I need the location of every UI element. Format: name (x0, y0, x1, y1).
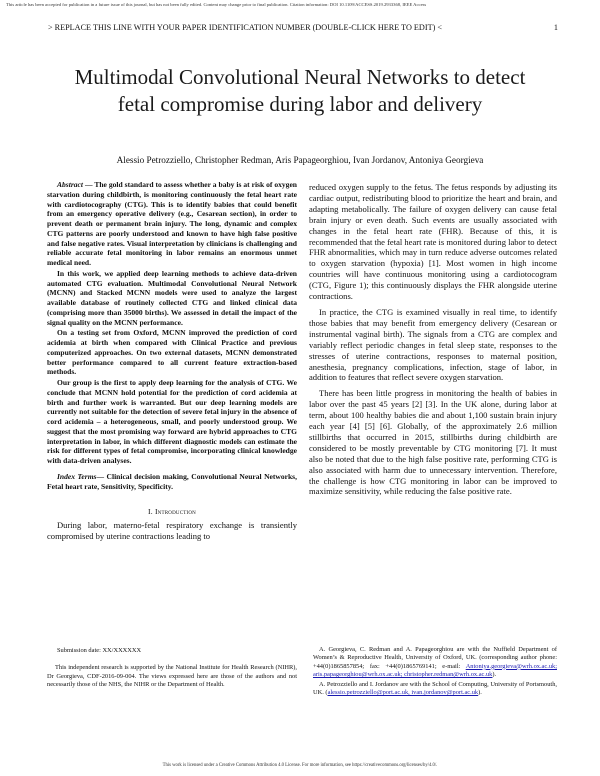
header-text: > REPLACE THIS LINE WITH YOUR PAPER IDENTIFICATION NUMBER (DOUBLE-CLICK HERE TO EDIT) < (48, 23, 442, 32)
abstract-paragraph-1: Abstract — The gold standard to assess whether a baby is at risk of oxygen starvation during childbirth, is monitoring continuously the fetal heart rate with cardiotocography (CTG). This is to identify babies that could benefit from an emergency operative delivery (e.g., Cesarean section), in order to prevent death or permanent brain injury. The long, dynamic and complex CTG patterns are poorly understood and known to have high false positive and false negative rates. Visual interpretation by clinicians is challenging and reliable accurate fetal monitoring in labor remains an enormous unmet medical need. (47, 180, 297, 267)
index-terms-label: Index Terms (57, 471, 97, 481)
section-number: I. (148, 507, 153, 517)
affiliation-oxford-text: A. Georgieva, C. Redman and A. Papageorghiou are with the Nuffield Department of Women’s & Reproductive Health, University of Oxford, UK. (corresponding author phone: +44(0)1865857854; fax: +44(0)1865769141; e-mail: (313, 646, 557, 670)
intro-paragraph-3: There has been little progress in monitoring the health of babies in labor over the past 45 years [2] [3]. In the UK alone, during labor at term, about 100 healthy babies die and about 1,100 sustain brain injury each year [4] [5] [6]. Globally, of the approximately 2.6 million stillbirths that occurred in 2015, stillbirths during childbirth are considered to be mostly preventable by CTG monitoring [7]. It must also be noted that due to the high false positive rate, performing CTG is also associated with harm due to unnecessary intervention. Therefore, the challenge is how CTG monitoring in labor can be improved to maximize sensitivity, while reducing the false positive rate. (309, 388, 557, 497)
funding-note: This independent research is supported by the National Institute for Health Research (NIHR), Dr Georgieva, CDF-2016-09-004. The views expressed here are those of the authors and not necessarily those of the NHS, the NIHR or the Department of Health. (47, 664, 297, 688)
index-terms-text: Clinical decision making, Convolutional Neural Networks, Fetal heart rate, Sensitivity, Specificity. (47, 471, 297, 491)
affiliation-portsmouth (313, 681, 557, 698)
intro-paragraph-start: During labor, materno-fetal respiratory exchange is transiently compromised by uterine contractions leading to (47, 520, 297, 542)
affiliation-portsmouth-end: ). (478, 689, 482, 697)
page-number: 1 (553, 23, 558, 32)
right-column (309, 182, 557, 502)
submission-date: Submission date: XX/XXXXXX (57, 647, 142, 654)
license-footer: This work is licensed under a Creative Commons Attribution 4.0 License. For more information, see https://creativecommons.org/licenses/by/4.0/. (162, 763, 438, 768)
intro-paragraph-2: In practice, the CTG is examined visually in real time, to identify those babies that may benefit from emergency delivery (Cesarean or instrumental vaginal birth). The signals from a CTG are complex and variably reflect periodic changes in fetal sleep state, responses to the stresses of uterine contractions, responses to maternal position, anesthesia, pregnancy complications, infection, stage of labor, in addition to features that reflect severe oxygen starvation. (309, 306, 557, 383)
affiliation-portsmouth-text: A. Petrozziello and I. Jordanov are with the School of Computing, University of Portsmouth, UK. ( (313, 681, 557, 697)
affiliation-oxford (313, 646, 557, 679)
author-list: Alessio Petrozziello, Christopher Redman, Aris Papageorghiou, Ivan Jordanov, Antoniya Georgieva (116, 155, 484, 165)
left-column (47, 180, 297, 542)
oxford-email-links[interactable]: Antoniya.georgieva@wrh.ox.ac.uk; aris.papageorghiou@wrh.ox.ac.uk; christopher.redman@wrh.ox.ac.uk (313, 662, 557, 678)
abstract-paragraph-3: On a testing set from Oxford, MCNN improved the prediction of cord acidemia at birth when compared with Clinical Practice and previous computerized approaches. On two external datasets, MCNN demonstrated better performance compared to all current feature extraction-based methods. (47, 328, 297, 377)
abstract-label: Abstract (57, 180, 83, 189)
publication-banner: This article has been accepted for publication in a future issue of this journal, but has not been fully edited. Content may change prior to final publication. Citation information: DOI 10.1109/ACCESS.2019.2933368, IEEE Access (6, 2, 427, 7)
affiliation-oxford-end: ). (492, 670, 497, 678)
intro-paragraph-continued: reduced oxygen supply to the fetus. The fetus responds by adjusting its cardiac output, redistributing blood to prioritize the heart and brain, and adapting metabolically. The failure of oxygen delivery can cause fetal brain injury or even death. Such events are usually associated with changes in the fetal heart rate (FHR). Because of this, it is recommended that the fetal heart rate is monitored during labor to detect FHR abnormalities, which may in turn reduce adverse outcomes related to oxygen starvation (hypoxia) [1]. Most women in high income countries will have continuous monitoring using a cardiotocogram (CTG, Figure 1); this continuously displays the FHR alongside uterine contractions. (309, 182, 558, 302)
abstract-paragraph-2: In this work, we applied deep learning methods to achieve data-driven automated CTG evaluation. Multimodal Convolutional Neural Network (MCNN) and Stacked MCNN models were used to analyze the largest available database of routinely collected CTG and linked clinical data (comprising more than 35000 births). We assessed in detail the impact of the signal quality on the MCNN performance. (47, 268, 297, 327)
abstract-text-1: The gold standard to assess whether a baby is at risk of oxygen starvation during childbirth, is monitoring continuously the fetal heart rate with cardiotocography (CTG). This is to identify babies that could benefit from an emergency operative delivery (e.g., Cesarean section), in order to prevent death or permanent brain injury. The long, dynamic and complex CTG patterns are poorly understood and known to have high false positive and false negative rates. Visual interpretation by clinicians is challenging and reliable accurate fetal monitoring in labor remains an enormous unmet medical need. (47, 180, 297, 267)
paper-title: Multimodal Convolutional Neural Networks to detect fetal compromise during labor and delivery (74, 65, 526, 116)
abstract-paragraph-4: Our group is the first to apply deep learning for the analysis of CTG. We conclude that MCNN hold potential for the prediction of cord acidemia at birth and further work is warranted. But our deep learning models are currently not suitable for the detection of severe fetal injury in the absence of cord acidemia – a heterogeneous, small, and poorly understood group. We suggest that the most promising way forward are hybrid approaches to CTG interpretation in labor, in which different diagnostic models can estimate the risk for different types of fetal compromise, incorporating clinical knowledge with data-driven analyses. (47, 378, 297, 465)
right-footnotes (313, 646, 557, 700)
page-header (48, 22, 558, 34)
section-heading-introduction (47, 507, 297, 517)
left-footnotes (47, 647, 297, 689)
index-terms: Index Terms— Clinical decision making, Convolutional Neural Networks, Fetal heart rate, Sensitivity, Specificity. (47, 471, 297, 491)
portsmouth-email-links[interactable]: alessio.petrozziello@port.ac.uk, ivan.jordanov@port.ac.uk (327, 689, 479, 697)
section-title: Introduction (154, 507, 196, 517)
